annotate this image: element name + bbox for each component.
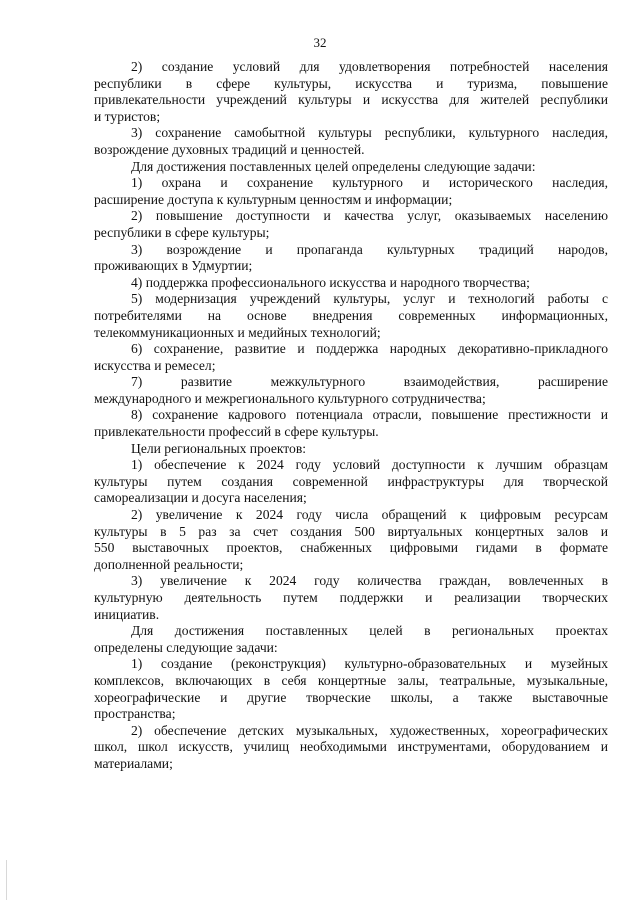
task-7-line: 7) развитие межкультурного взаимодействия, расширение — [131, 374, 608, 390]
project-goals-intro-line: Цели региональных проектов: — [131, 440, 307, 456]
project-tasks-intro-line: определены следующие задачи: — [94, 639, 278, 655]
goal-2-line: республики в сфере культуры, искусства и туризма, повышение — [94, 75, 608, 91]
page-number: 32 — [313, 35, 327, 50]
task-5-line: потребителями на основе внедрения современных информационных, — [94, 307, 608, 323]
task-3-line: 3) возрождение и пропаганда культурных традиций народов, — [131, 241, 608, 257]
task-3-line: проживающих в Удмуртии; — [94, 258, 253, 274]
task-1-line: 1) охрана и сохранение культурного и исторического наследия, — [131, 175, 608, 191]
project-goal-2-line: культуры в 5 раз за счет создания 500 виртуальных концертных залов и — [94, 523, 608, 539]
goal-2-line: и туристов; — [94, 108, 161, 124]
scan-edge-mark — [6, 860, 7, 900]
project-goal-1-line: 1) обеспечение к 2024 году условий доступности к лучшим образцам — [131, 457, 608, 473]
project-task-1-line: 1) создание (реконструкция) культурно-образовательных и музейных — [131, 656, 608, 672]
task-7-line: международного и межрегионального культурного сотрудничества; — [94, 390, 486, 406]
project-task-1-line: хореографические и другие творческие школы, а также выставочные — [94, 689, 608, 705]
goal-2-line: привлекательности учреждений культуры и искусства для жителей республики — [94, 92, 608, 108]
task-8-line: привлекательности профессий в сфере культуры. — [94, 424, 379, 440]
project-goal-3-line: культурную деятельность путем поддержки и реализации творческих — [94, 590, 608, 605]
project-task-2-line: школ, школ искусств, училищ необходимыми инструментами, оборудованием и — [94, 739, 608, 755]
task-2-line: 2) повышение доступности и качества услуг, оказываемых населению — [131, 208, 608, 224]
task-2-line: республики в сфере культуры; — [94, 224, 270, 240]
document-body — [94, 59, 608, 773]
project-goal-3-line: инициатив. — [94, 606, 160, 622]
task-4-line: 4) поддержка профессионального искусства и народного творчества; — [131, 274, 530, 290]
task-1-line: расширение доступа к культурным ценностям и информации; — [94, 191, 453, 207]
task-6-line: 6) сохранение, развитие и поддержка народных декоративно-прикладного — [131, 341, 608, 357]
project-goal-2-line: дополненной реальности; — [94, 556, 244, 572]
goal-2-line: 2) создание условий для удовлетворения потребностей населения — [131, 59, 608, 74]
project-goal-1-line: самореализации и досуга населения; — [94, 490, 307, 506]
task-6-line: искусства и ремесел; — [94, 357, 216, 373]
task-8-line: 8) сохранение кадрового потенциала отрасли, повышение престижности и — [131, 407, 608, 423]
project-goal-3-line: 3) увеличение к 2024 году количества граждан, вовлеченных в — [131, 573, 608, 589]
project-goal-2-line: 2) увеличение к 2024 году числа обращений к цифровым ресурсам — [131, 507, 608, 523]
project-tasks-intro-line: Для достижения поставленных целей в региональных проектах — [131, 623, 608, 639]
project-goal-1-line: культуры путем создания современной инфраструктуры для творческой — [94, 473, 608, 489]
goal-3-line: возрождение духовных традиций и ценностей. — [94, 141, 365, 157]
project-task-1-line: пространства; — [94, 706, 176, 722]
tasks-intro-line: Для достижения поставленных целей определены следующие задачи: — [131, 158, 536, 174]
project-task-2-line: материалами; — [94, 755, 173, 771]
project-task-2-line: 2) обеспечение детских музыкальных, художественных, хореографических — [131, 722, 608, 738]
project-task-1-line: комплексов, включающих в себя концертные залы, театральные, музыкальные, — [94, 672, 608, 688]
task-5-line: 5) модернизация учреждений культуры, услуг и технологий работы с — [131, 291, 608, 307]
project-goal-2-line: 550 выставочных проектов, снабженных цифровыми гидами в формате — [94, 540, 608, 556]
task-5-line: телекоммуникационных и медийных технологий; — [94, 324, 381, 340]
goal-3-line: 3) сохранение самобытной культуры республики, культурного наследия, — [131, 125, 608, 141]
